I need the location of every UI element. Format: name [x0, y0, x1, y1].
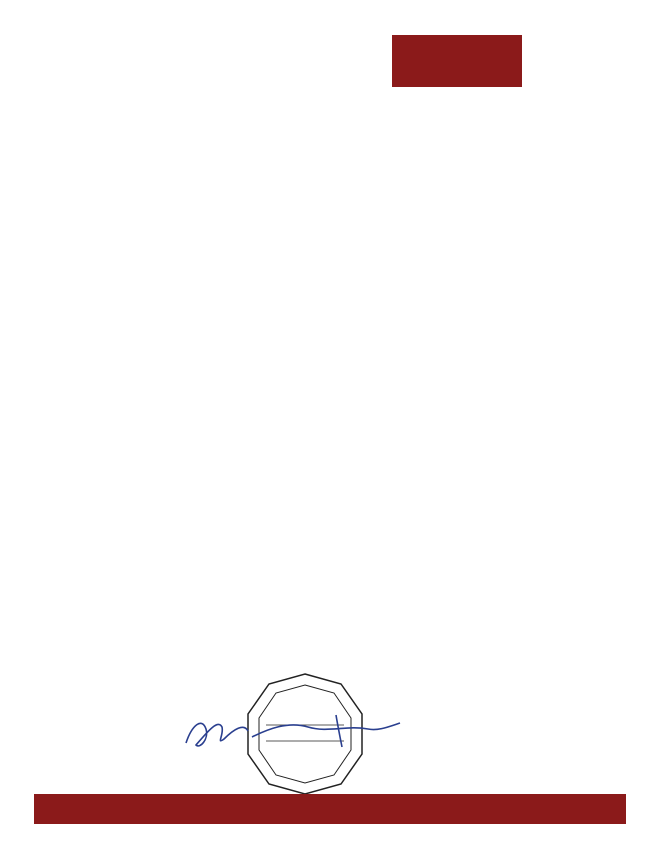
signature-area: [68, 693, 628, 793]
logo-matkin: [392, 35, 522, 87]
page-footer: [34, 794, 626, 824]
handwritten-signature: [178, 707, 408, 757]
document-body: [68, 124, 628, 134]
company-logo: [392, 35, 624, 87]
